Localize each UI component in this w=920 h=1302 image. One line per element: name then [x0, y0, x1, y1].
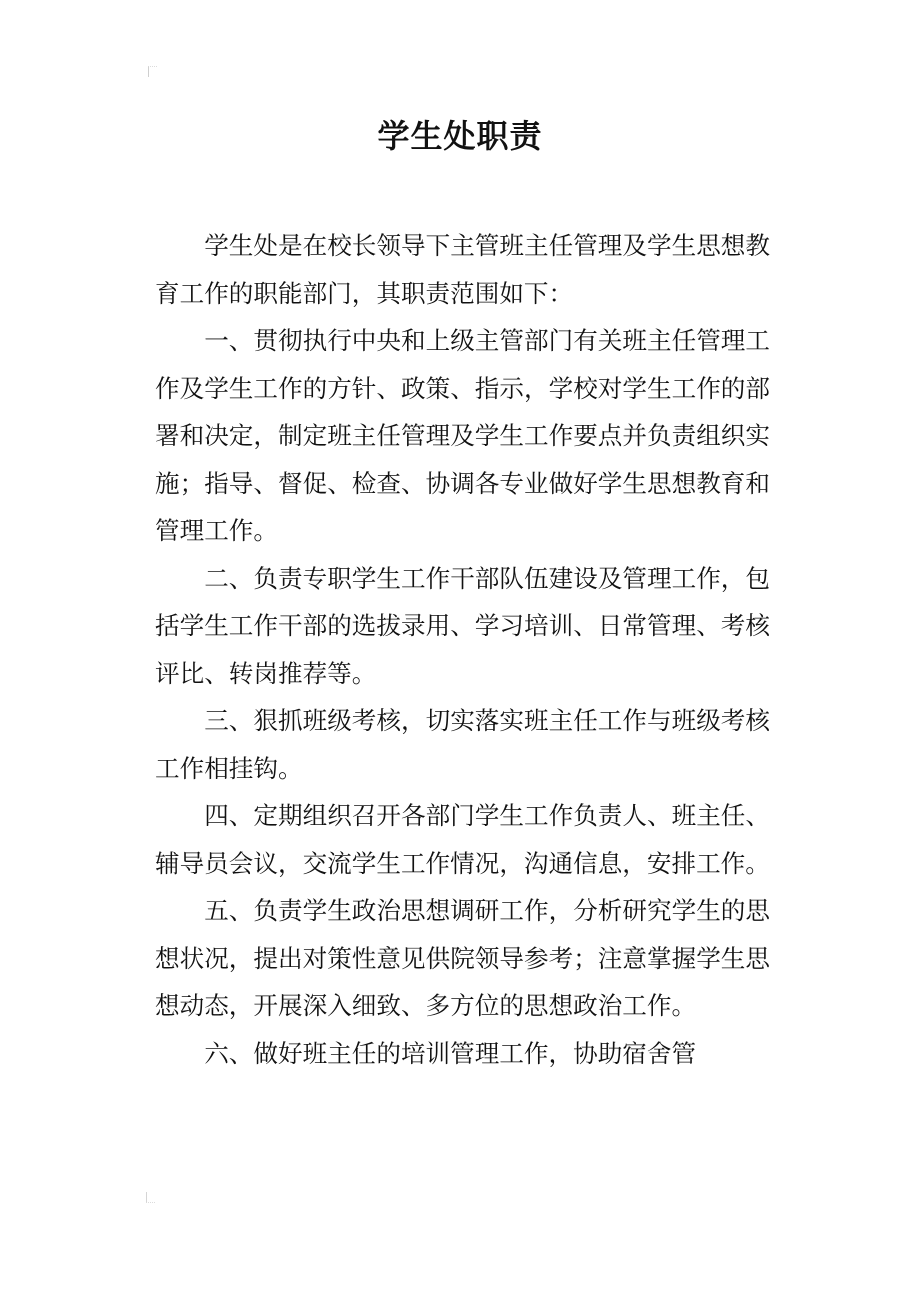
page-corner-mark-top	[148, 66, 157, 77]
paragraph-item-2: 二、负责专职学生工作干部队伍建设及管理工作，包括学生工作干部的选拔录用、学习培训、日常管理、考核评比、转岗推荐等。	[155, 563, 770, 688]
paragraph-item-1: 一、贯彻执行中央和上级主管部门有关班主任管理工作及学生工作的方针、政策、指示，学校对学生工作的部署和决定，制定班主任管理及学生工作要点并负责组织实施；指导、督促、检查、协调各专业做好学生思想教育和管理工作。	[155, 326, 770, 545]
paragraph-item-5: 五、负责学生政治思想调研工作，分析研究学生的思想状况，提出对策性意见供院领导参考；注意掌握学生思想动态，开展深入细致、多方位的思想政治工作。	[155, 896, 770, 1020]
paragraph-item-4: 四、定期组织召开各部门学生工作负责人、班主任、辅导员会议，交流学生工作情况，沟通信息，安排工作。	[155, 801, 770, 878]
page-title: 学生处职责	[377, 117, 543, 155]
paragraph-item-3: 三、狠抓班级考核，切实落实班主任工作与班级考核工作相挂钩。	[155, 706, 770, 783]
page-corner-mark-bottom	[146, 1192, 155, 1203]
document-body	[155, 222, 770, 1077]
paragraph-intro: 学生处是在校长领导下主管班主任管理及学生思想教育工作的职能部门，其职责范围如下：	[155, 231, 770, 308]
paragraph-item-6: 六、做好班主任的培训管理工作，协助宿舍管	[204, 1038, 697, 1068]
